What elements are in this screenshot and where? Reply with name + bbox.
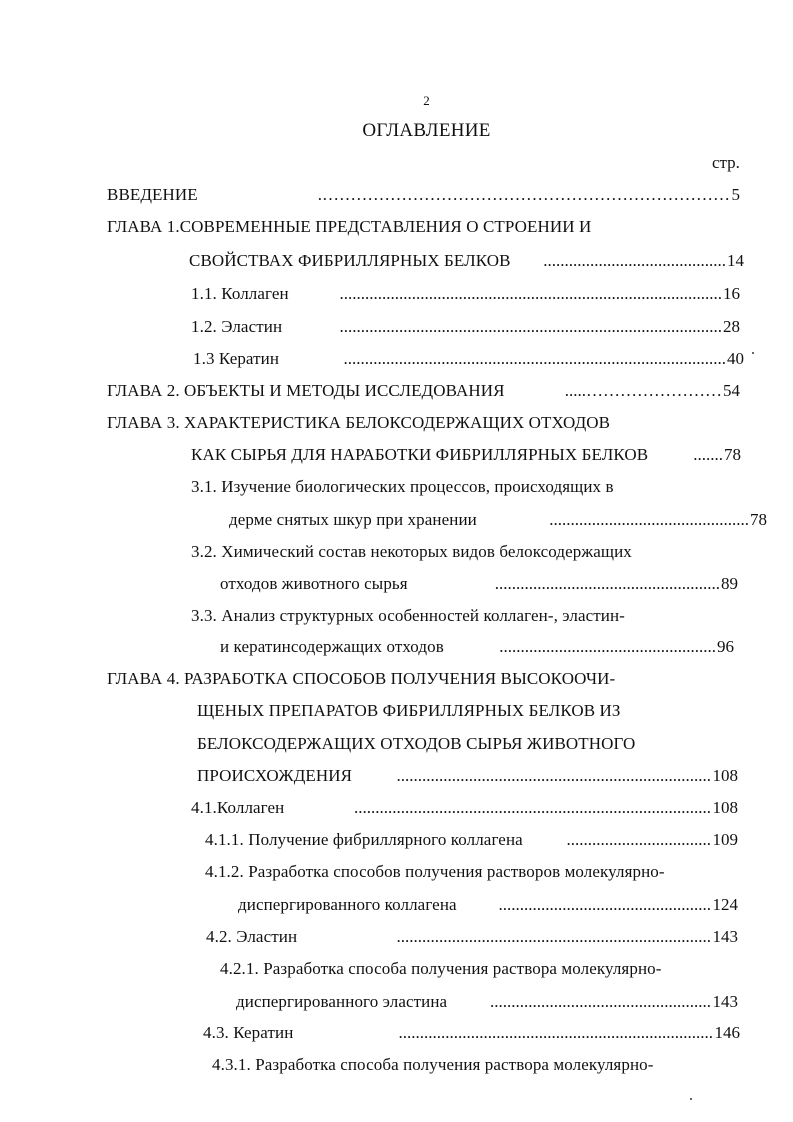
toc-leader-dots: .......................................................................... <box>396 766 711 785</box>
toc-leader-dots: ………………………………………………………………. <box>317 185 730 204</box>
toc-entry <box>107 668 740 690</box>
toc-entry-page: 40 <box>727 349 744 368</box>
toc-entry-page: 54 <box>723 381 740 400</box>
toc-entry <box>193 348 744 370</box>
toc-entry-text: ПРОИСХОЖДЕНИЯ <box>197 766 353 785</box>
toc-entry-page: 124 <box>712 895 738 914</box>
toc-entry-text: 4.3.1. Разработка способа получения раствора молекулярно- <box>212 1055 654 1074</box>
toc-leader-dots: ................................................... <box>499 637 716 656</box>
toc-entry-text: 4.3. Кератин <box>203 1023 294 1042</box>
toc-entry-text: СВОЙСТВАХ ФИБРИЛЛЯРНЫХ БЕЛКОВ <box>189 251 511 270</box>
toc-entry-page: 78 <box>724 445 741 464</box>
toc-entry <box>191 605 740 627</box>
toc-entry <box>220 636 734 658</box>
toc-leader-dots: .................................................. <box>498 895 711 914</box>
toc-entry-text: 4.1.Коллаген <box>191 798 285 817</box>
toc-entry <box>189 250 744 272</box>
toc-leader-dots: .......................................................................................... <box>339 284 722 303</box>
toc-entry <box>107 216 740 238</box>
toc-entry <box>220 573 738 595</box>
toc-entry-page: 143 <box>712 927 738 946</box>
toc-entry <box>191 316 740 338</box>
toc-entry <box>191 476 740 498</box>
toc-entry-page: 108 <box>712 766 738 785</box>
toc-entry-text: ВВЕДЕНИЕ <box>107 185 198 204</box>
toc-entry-text: 1.2. Эластин <box>191 317 283 336</box>
toc-entry <box>197 733 740 755</box>
toc-entry-page: 109 <box>712 830 738 849</box>
toc-entry-page: 108 <box>712 798 738 817</box>
toc-entry-page: 14 <box>727 251 744 270</box>
page-number: 2 <box>423 93 430 108</box>
toc-entry-text: 3.2. Химический состав некоторых видов белоксодержащих <box>191 542 632 561</box>
toc-entry-text: 4.1.1. Получение фибриллярного коллагена <box>205 830 523 849</box>
scan-speck <box>752 352 754 354</box>
toc-entry <box>191 444 741 466</box>
toc-entry <box>205 829 738 851</box>
toc-entry-page: 28 <box>723 317 740 336</box>
toc-entry-text: ГЛАВА 1.СОВРЕМЕННЫЕ ПРЕДСТАВЛЕНИЯ О СТРОЕНИИ И <box>107 217 592 236</box>
toc-entry-text: 3.3. Анализ структурных особенностей коллаген-, эластин- <box>191 606 625 625</box>
toc-title: ОГЛАВЛЕНИЕ <box>362 120 491 141</box>
toc-entry-text: 1.1. Коллаген <box>191 284 289 303</box>
page-column-header: стр. <box>712 153 740 172</box>
toc-entry-text: ЩЕНЫХ ПРЕПАРАТОВ ФИБРИЛЛЯРНЫХ БЕЛКОВ ИЗ <box>197 701 621 720</box>
toc-entry <box>205 861 740 883</box>
toc-entry-page: 89 <box>721 574 738 593</box>
toc-entry-text: ГЛАВА 2. ОБЪЕКТЫ И МЕТОДЫ ИССЛЕДОВАНИЯ <box>107 381 505 400</box>
toc-entry-page: 5 <box>731 185 740 204</box>
toc-entry-text: отходов животного сырья <box>220 574 408 593</box>
toc-entry-page: 143 <box>712 992 738 1011</box>
toc-entry-text: БЕЛОКСОДЕРЖАЩИХ ОТХОДОВ СЫРЬЯ ЖИВОТНОГО <box>197 734 636 753</box>
toc-entry <box>229 509 767 531</box>
toc-entry-text: КАК СЫРЬЯ ДЛЯ НАРАБОТКИ ФИБРИЛЛЯРНЫХ БЕЛКОВ <box>191 445 649 464</box>
toc-entry-text: 1.3 Кератин <box>193 349 280 368</box>
toc-entry <box>191 797 738 819</box>
toc-entry <box>203 1022 740 1044</box>
toc-entry-text: и кератинсодержащих отходов <box>220 637 444 656</box>
toc-leader-dots: .................................. <box>566 830 711 849</box>
toc-entry <box>197 700 740 722</box>
toc-entry-page: 146 <box>714 1023 740 1042</box>
toc-entry-text: диспергированного коллагена <box>238 895 457 914</box>
toc-entry <box>191 541 740 563</box>
toc-entry-text: 4.2.1. Разработка способа получения раствора молекулярно- <box>220 959 662 978</box>
toc-entry-text: диспергированного эластина <box>236 992 448 1011</box>
toc-entry-page: 78 <box>750 510 767 529</box>
toc-leader-dots: .................................................... <box>490 992 711 1011</box>
toc-entry <box>206 926 738 948</box>
toc-leader-dots: .................................................................................... <box>354 798 711 817</box>
toc-leader-dots: .......................................................................................... <box>343 349 726 368</box>
toc-entry-text: 4.1.2. Разработка способов получения растворов молекулярно- <box>205 862 665 881</box>
toc-leader-dots: ............................................... <box>549 510 749 529</box>
toc-leader-dots: ....... <box>693 445 723 464</box>
toc-leader-dots: ……………………..... <box>564 381 722 400</box>
toc-entry-page: 96 <box>717 637 734 656</box>
toc-entry-text: дерме снятых шкур при хранении <box>229 510 477 529</box>
toc-entry-text: 3.1. Изучение биологических процессов, происходящих в <box>191 477 614 496</box>
toc-leader-dots: ..................................................... <box>494 574 720 593</box>
toc-entry <box>191 283 740 305</box>
toc-entry <box>107 412 740 434</box>
toc-entry <box>107 184 740 206</box>
toc-leader-dots: .......................................................................................... <box>339 317 722 336</box>
toc-leader-dots: .......................................................................... <box>396 927 711 946</box>
toc-entry <box>220 958 738 980</box>
toc-entry <box>236 991 738 1013</box>
toc-entry <box>107 380 740 402</box>
toc-entry-text: ГЛАВА 3. ХАРАКТЕРИСТИКА БЕЛОКСОДЕРЖАЩИХ ОТХОДОВ <box>107 413 611 432</box>
toc-entry-page: 16 <box>723 284 740 303</box>
toc-leader-dots: ........................................... <box>543 251 726 270</box>
toc-leader-dots: .......................................................................... <box>398 1023 713 1042</box>
toc-entry <box>197 765 738 787</box>
scan-speck <box>690 1098 692 1100</box>
toc-entry <box>212 1054 740 1076</box>
toc-entry <box>238 894 738 916</box>
toc-entry-text: ГЛАВА 4. РАЗРАБОТКА СПОСОБОВ ПОЛУЧЕНИЯ ВЫСОКООЧИ- <box>107 669 616 688</box>
toc-entry-text: 4.2. Эластин <box>206 927 298 946</box>
